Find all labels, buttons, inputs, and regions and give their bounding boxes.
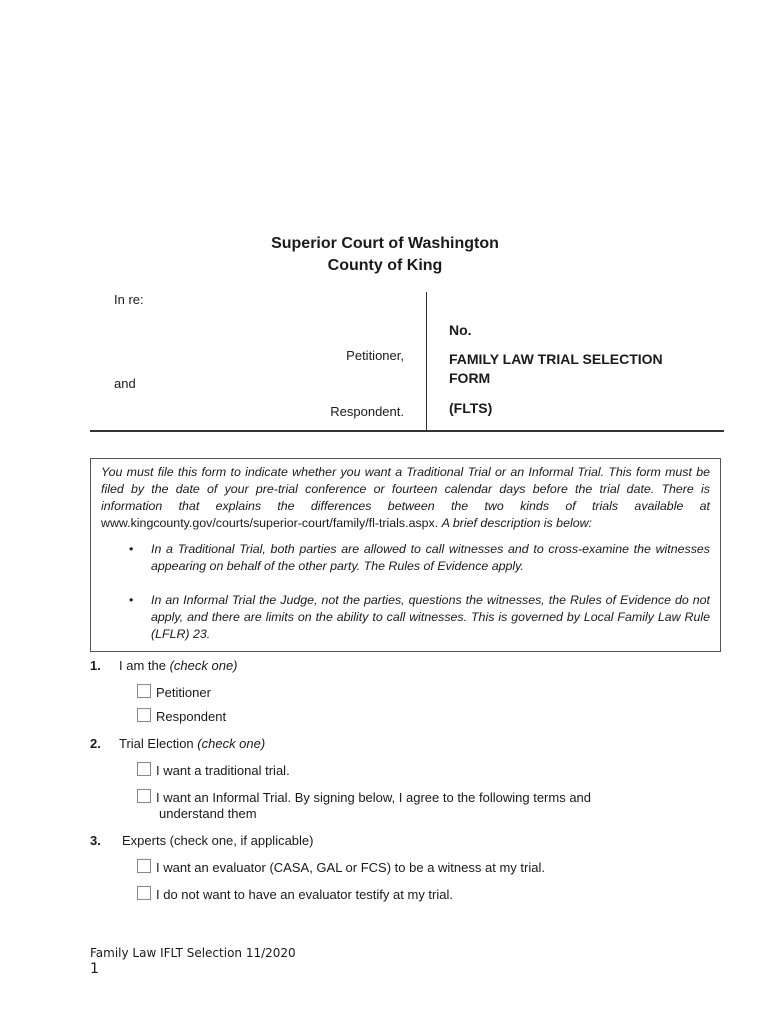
form-title-line2: FORM — [449, 370, 491, 386]
case-number-label: No. — [449, 322, 472, 338]
form-title-line1: FAMILY LAW TRIAL SELECTION — [449, 351, 663, 367]
option-no-evaluator-label: I do not want to have an evaluator testify at my trial. — [156, 887, 453, 902]
instructions-url[interactable]: www.kingcounty.gov/courts/superior-court/family/fl-trials.aspx. — [101, 516, 439, 530]
bullet-informal-trial: • In an Informal Trial the Judge, not the parties, questions the witnesses, the Rules of Evidence do not apply, and there are limits on the ability to call witnesses. This is governed by Local Family Law Rule (LFLR) 23. — [101, 592, 710, 643]
checkbox-no-evaluator[interactable] — [137, 886, 151, 900]
court-name: Superior Court of Washington — [271, 235, 499, 252]
question-1-number: 1. — [90, 658, 101, 673]
checkbox-respondent[interactable] — [137, 708, 151, 722]
option-informal-trial-label: I want an Informal Trial. By signing below, I agree to the following terms and — [156, 790, 592, 805]
petitioner-label: Petitioner, — [346, 348, 404, 363]
question-3-number: 3. — [90, 833, 101, 848]
question-2-number: 2. — [90, 736, 101, 751]
and-label: and — [114, 376, 136, 391]
option-respondent-label: Respondent — [156, 709, 227, 724]
page-number: 1 — [90, 961, 99, 977]
question-2-text: Trial Election (check one) — [119, 736, 266, 751]
caption-vertical-divider — [426, 292, 427, 431]
county-name: County of King — [327, 257, 443, 274]
in-re-label: In re: — [114, 292, 144, 307]
checkbox-evaluator-witness[interactable] — [137, 859, 151, 873]
bullet-traditional-trial: • In a Traditional Trial, both parties are allowed to call witnesses and to cross-examine the witnesses appearing on behalf of the other party. The Rules of Evidence apply. — [101, 541, 710, 575]
instructions-box — [90, 458, 721, 652]
question-1-text: I am the (check one) — [119, 658, 238, 673]
checkbox-petitioner[interactable] — [137, 684, 151, 698]
option-informal-trial-label-cont: understand them — [159, 806, 257, 821]
instructions-intro: You must file this form to indicate whether you want a Traditional Trial or an Informal Trial. This form must be filed by the date of your pre-trial conference or fourteen calendar days before the trial date. There is information that explains the differences between the two kinds of trials available at — [101, 465, 710, 513]
checkbox-traditional-trial[interactable] — [137, 762, 151, 776]
caption-horizontal-divider — [90, 430, 724, 432]
option-petitioner-label: Petitioner — [156, 685, 211, 700]
instructions-brief: A brief description is below: — [441, 516, 593, 530]
checkbox-informal-trial[interactable] — [137, 789, 151, 803]
option-evaluator-witness-label: I want an evaluator (CASA, GAL or FCS) to be a witness at my trial. — [156, 860, 545, 875]
option-traditional-trial-label: I want a traditional trial. — [156, 763, 290, 778]
footer-form-id: Family Law IFLT Selection 11/2020 — [90, 946, 296, 960]
form-abbreviation: (FLTS) — [449, 400, 493, 416]
respondent-label: Respondent. — [330, 404, 404, 419]
question-3-text: Experts (check one, if applicable) — [122, 833, 314, 848]
